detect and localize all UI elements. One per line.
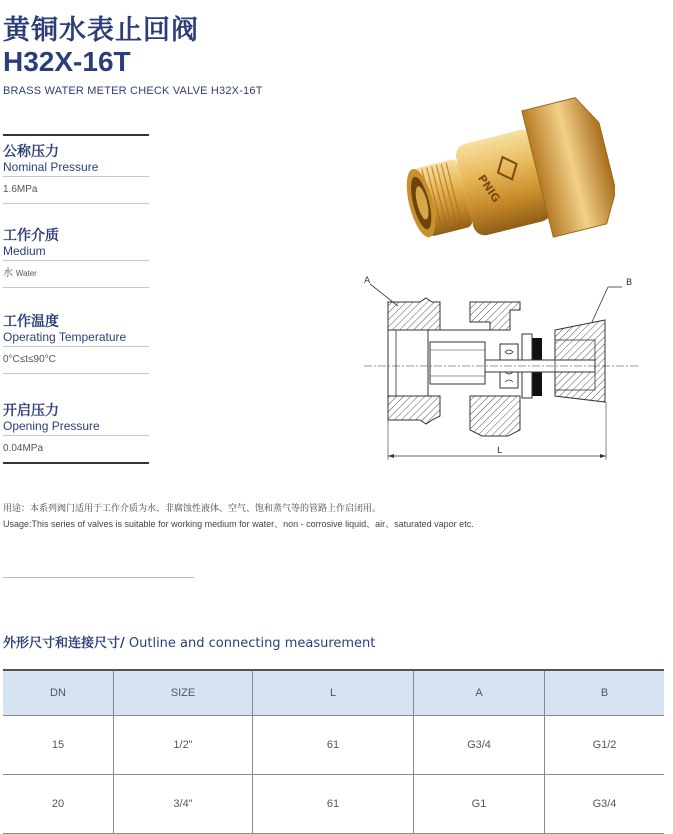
table-cell: G1/2 xyxy=(545,716,665,775)
table-cell: 61 xyxy=(253,716,414,775)
drawing-label-b: B xyxy=(626,278,633,288)
drawing-label-l: L xyxy=(497,446,503,456)
drawing-label-a: A xyxy=(364,276,371,286)
spec-label-en: Nominal Pressure xyxy=(3,160,99,174)
section-divider xyxy=(3,577,194,578)
table-row xyxy=(3,775,664,834)
table-title: 外形尺寸和连接尺寸/ Outline and connecting measurement xyxy=(3,636,376,651)
spec-value: 水 Water xyxy=(3,268,37,279)
spec-nominal-pressure xyxy=(3,134,149,204)
col-header-dn: DN xyxy=(3,670,114,716)
spec-label-en: Operating Temperature xyxy=(3,330,127,344)
dimensions-table xyxy=(3,669,664,834)
usage-text xyxy=(3,500,474,532)
spec-label-cn: 公称压力 xyxy=(3,144,59,160)
col-header-l: L xyxy=(253,670,414,716)
spec-opening-pressure xyxy=(3,395,149,464)
spec-value: 1.6MPa xyxy=(3,184,38,195)
model-number: H32X-16T xyxy=(3,46,131,77)
table-cell: 20 xyxy=(3,775,114,834)
spec-label-cn: 工作温度 xyxy=(3,314,59,330)
spec-medium xyxy=(3,220,149,288)
spec-operating-temperature xyxy=(3,306,149,374)
spec-label-en: Opening Pressure xyxy=(3,419,100,433)
product-body-text: PNIG xyxy=(474,172,503,205)
spec-value: 0.04MPa xyxy=(3,443,44,454)
col-header-a: A xyxy=(414,670,545,716)
product-photo xyxy=(385,88,615,248)
table-cell: 61 xyxy=(253,775,414,834)
usage-cn: 用途：本系列阀门适用于工作介质为水、非腐蚀性液体、空气、饱和蒸气等的管路上作启闭用。 xyxy=(3,503,382,513)
spec-value: 0°C≤t≤90°C xyxy=(3,354,56,365)
spec-label-en: Medium xyxy=(3,244,46,258)
table-cell: G3/4 xyxy=(545,775,665,834)
table-cell: 15 xyxy=(3,716,114,775)
table-header-row xyxy=(3,670,664,716)
col-header-size: SIZE xyxy=(114,670,253,716)
page-title-en: BRASS WATER METER CHECK VALVE H32X-16T xyxy=(3,85,263,97)
cross-section-drawing xyxy=(360,270,642,468)
spec-label-cn: 工作介质 xyxy=(3,228,59,244)
spec-label-cn: 开启压力 xyxy=(3,403,59,419)
table-cell: G3/4 xyxy=(414,716,545,775)
table-cell: 3/4" xyxy=(114,775,253,834)
table-cell: 1/2" xyxy=(114,716,253,775)
table-row xyxy=(3,716,664,775)
table-cell: G1 xyxy=(414,775,545,834)
col-header-b: B xyxy=(545,670,665,716)
usage-en: Usage:This series of valves is suitable for working medium for water、non - corrosive liquid、air、saturated vapor etc. xyxy=(3,519,474,529)
page-title-cn: 黄铜水表止回阀 xyxy=(3,15,199,46)
